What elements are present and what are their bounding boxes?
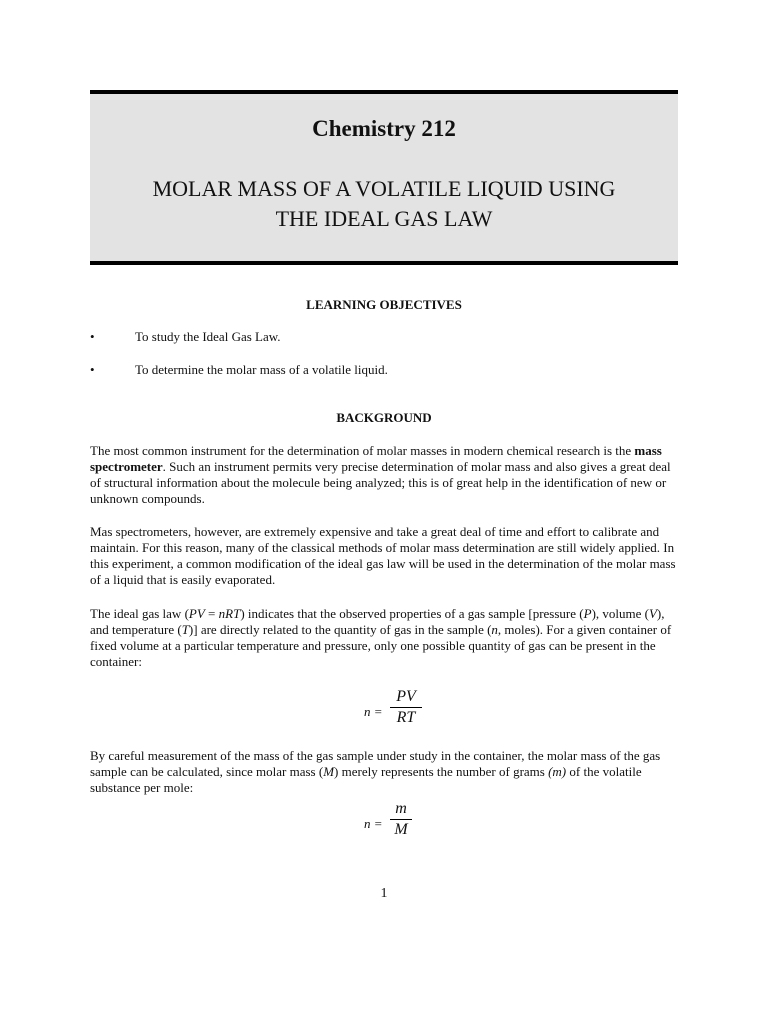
- equation-numerator: PV: [396, 688, 416, 705]
- p3-text: )] are directly related to the quantity of gas in the sample (: [188, 622, 492, 637]
- p3-symbol: T: [181, 622, 189, 637]
- objective-text: To determine the molar mass of a volatile liquid.: [135, 362, 388, 377]
- equation-lhs: n =: [364, 816, 383, 831]
- equation-denominator: RT: [396, 709, 416, 726]
- p1-bold-term: mass spectrometer: [90, 443, 662, 474]
- equation-fraction: [390, 688, 422, 727]
- p3-symbol: nRT: [218, 606, 241, 621]
- p3-text: ), volume (: [591, 606, 649, 621]
- p3-text: ) indicates that the observed properties of a gas sample [pressure (: [240, 606, 584, 621]
- p1-end: . Such an instrument permits very precise determination of molar mass and also gives a great deal of structural information about the molecule being analyzed; this is of great help in the identification of new or unknown compounds.: [90, 459, 671, 506]
- equation-lhs: n =: [364, 704, 383, 719]
- paragraph-2: Mas spectrometers, however, are extremely expensive and take a great deal of time and effort to calibrate and maintain. For this reason, many of the classical methods of molar mass determination are still widely applied. In this experiment, a common modification of the ideal gas law will be used in the determination of the molar mass of a liquid that is easily evaporated.: [90, 524, 676, 587]
- p3-symbol: PV: [188, 606, 205, 621]
- p3-text: ), and temperature (: [90, 606, 665, 637]
- p3-text: , moles). For a given container of fixed volume at a particular temperature and pressure, only one possible quantity of gas can be present in the container:: [90, 622, 672, 669]
- p3-symbol: V: [648, 606, 657, 621]
- lab-title: [90, 174, 678, 234]
- objectives-heading: LEARNING OBJECTIVES: [306, 297, 462, 312]
- paragraph-3: [90, 606, 680, 670]
- objective-text: To study the Ideal Gas Law.: [135, 329, 281, 344]
- title-box: [90, 90, 678, 265]
- p4-text: ) merely represents the number of grams: [334, 764, 549, 779]
- p3-symbol: n: [491, 622, 498, 637]
- p4-text: of the volatile substance per mole:: [90, 764, 642, 795]
- p3-text: The ideal gas law (: [90, 606, 189, 621]
- page-number: 1: [380, 886, 388, 901]
- bullet-icon: •: [90, 362, 95, 377]
- p1-start: The most common instrument for the determination of molar masses in modern chemical research is the: [90, 443, 635, 458]
- p3-text: =: [204, 606, 219, 621]
- paragraph-1: [90, 443, 680, 507]
- p4-symbol: M: [323, 764, 335, 779]
- lab-title-line-1: MOLAR MASS OF A VOLATILE LIQUID USING: [152, 176, 616, 201]
- paragraph-4: [90, 748, 680, 796]
- fraction-bar: [390, 707, 422, 708]
- lab-title-line-2: THE IDEAL GAS LAW: [275, 206, 493, 231]
- background-heading: BACKGROUND: [336, 410, 432, 425]
- p4-text: By careful measurement of the mass of the gas sample under study in the container, the molar mass of the gas sample can be calculated, since molar mass (: [90, 748, 661, 779]
- equation-denominator: M: [394, 821, 408, 838]
- p3-symbol: P: [583, 606, 592, 621]
- bullet-icon: •: [90, 329, 95, 344]
- course-title: Chemistry 212: [312, 116, 456, 141]
- equation-fraction: [390, 800, 412, 839]
- equation-numerator: m: [395, 800, 407, 817]
- p4-symbol: (m): [548, 764, 567, 779]
- fraction-bar: [390, 819, 412, 820]
